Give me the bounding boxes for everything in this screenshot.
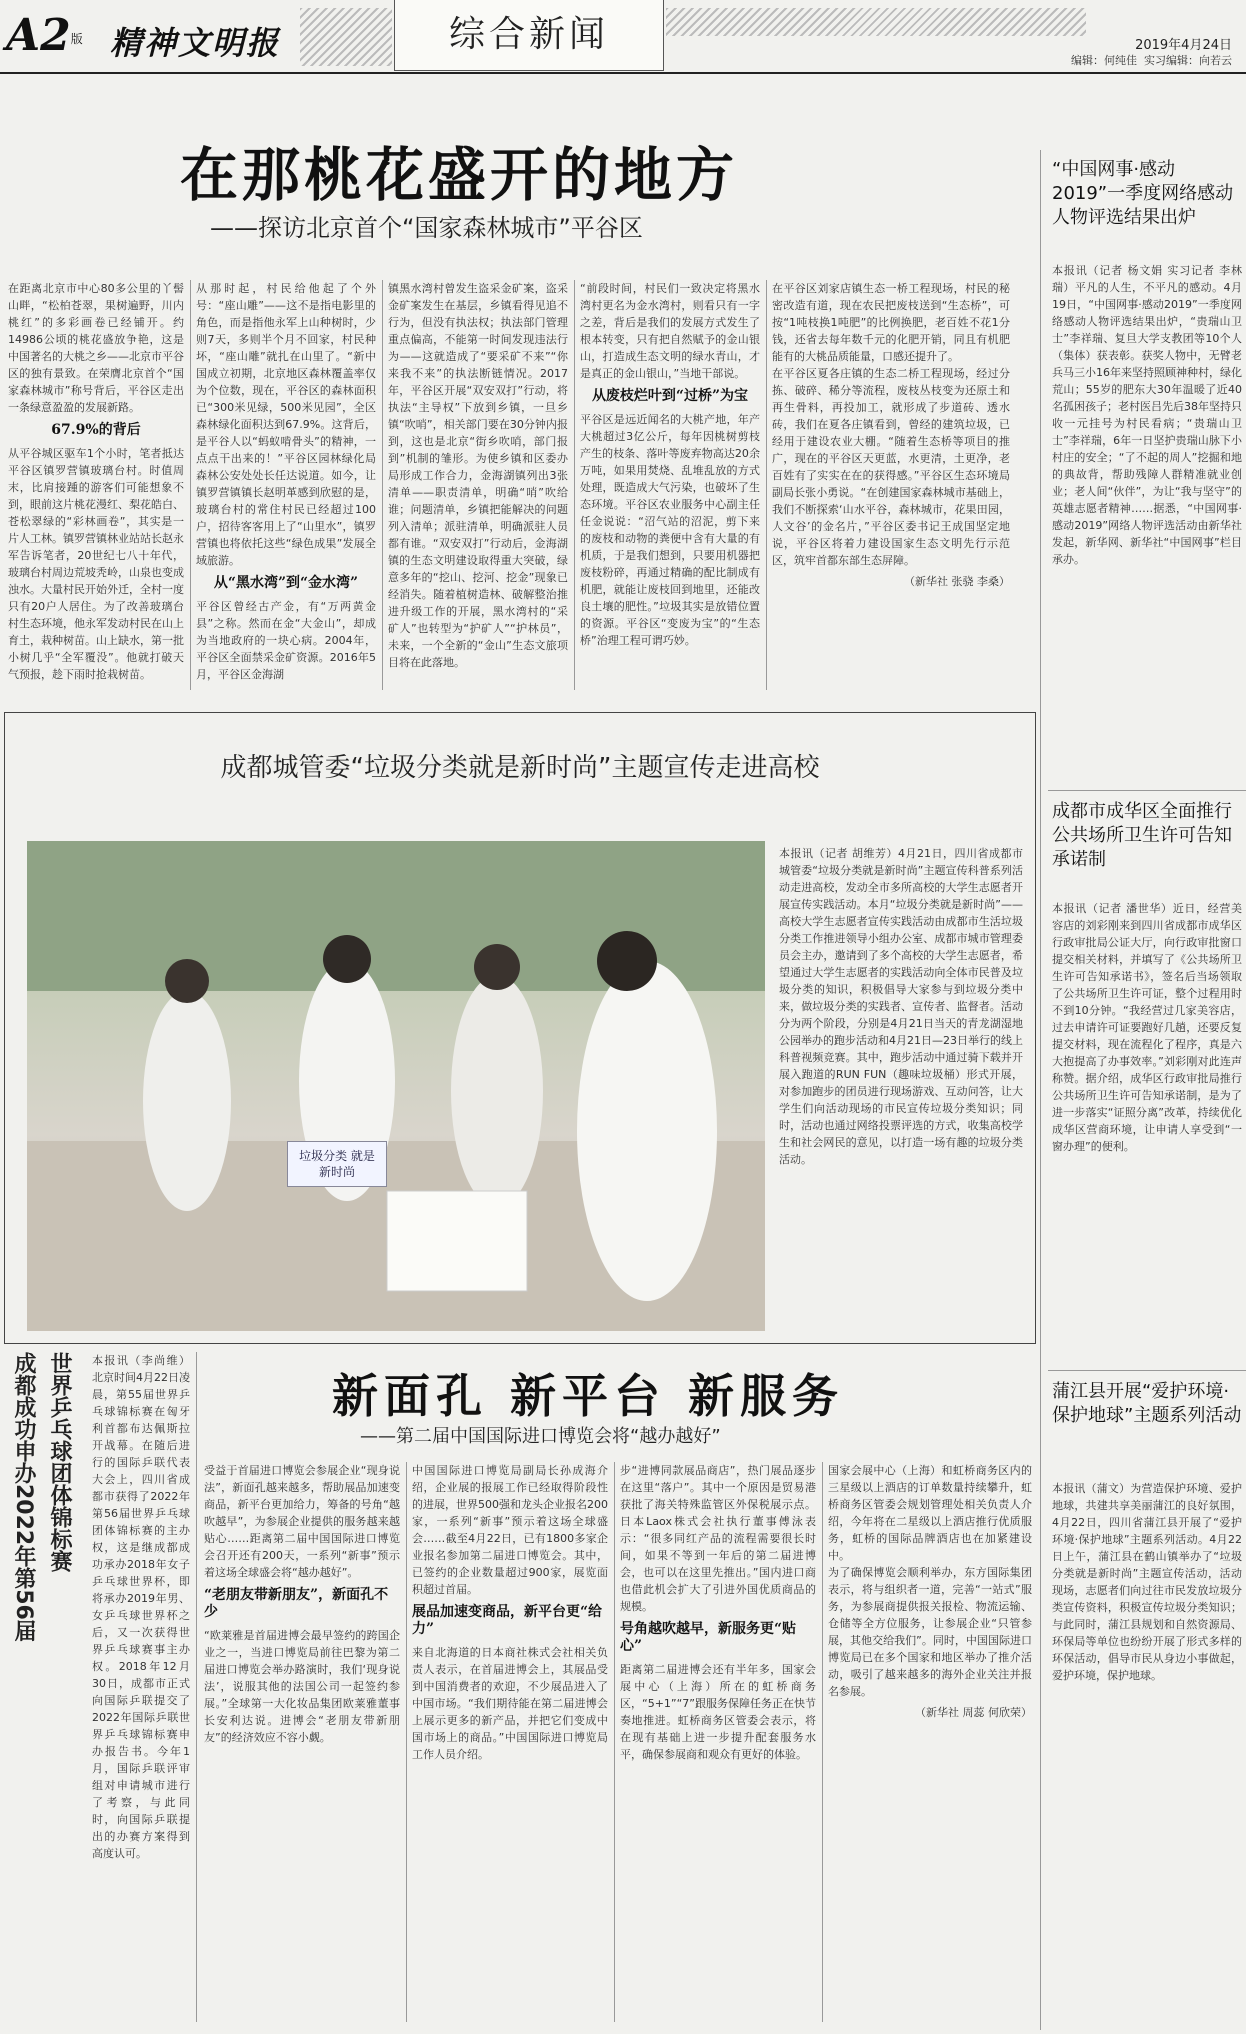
lead-col-5: [772, 280, 1010, 700]
sidebar-item2-text: 本报讯（记者 潘世华）近日，经营美容店的刘彩刚来到四川省成都市成华区行政审批局公证大厅，向行政审批窗口提交相关材料，并填写了《公共场所卫生许可告知承诺书》，签名后当场领取了公共场所卫生许可证，整个过程用时不到10分钟。“我经营过几家美容店，过去申请许可证要跑好几趟，还要反复提交材料，现在流程化了程序，真是六大抱提高了办事效率。”刘彩刚对此连声称赞。据介绍，成华区行政审批局推行公共场所卫生许可告知承诺制，是为了进一步落实“证照分离”改革，持续优化成华区营商环境，让申请人享受到“一窗办理”的便利。: [1052, 902, 1242, 1153]
photo-head-3: [474, 944, 520, 990]
sidebar-item3-body: [1052, 1480, 1242, 2020]
editor: 编辑：何纯佳: [1071, 54, 1137, 67]
masthead-band: [300, 8, 392, 66]
bottom-rule-3: [822, 1462, 823, 2022]
bottom-subhead: ——第二届中国国际进口博览会将“越办越好”: [360, 1426, 721, 1447]
bottom-col2-para: 中国国际进口博览局副局长孙成海介绍，企业展的报展工作已经取得阶段性的进展，世界500强和龙头企业报名200家，一系列“新事”预示着这场全球盛会……截至4月22日，已有1800多家企业报名参加第二届进口博览会。其中，已签约的企业数量超过900家，展览面积超过首届。: [412, 1464, 608, 1596]
sidebar-item1-text: 本报讯（记者 杨文娟 实习记者 李林瑞）平凡的人生，不平凡的感动。4月19日，“中国网事·感动2019”一季度网络感动人物评选结果出炉，“贵瑞山卫士”李祥瑞、复旦大学支教团等10个人（集体）获表彰。获奖人物中，无臂老兵马三小16年来坚持照顾神种村，绿化荒山；55岁的肥东大30年温暖了近40名孤困孩子；老村医吕先后38年坚持只收一元挂号为村民看病；“贵瑞山卫士”李祥瑞，6年一日坚护贵瑞山脉下小村庄的安全；“了不起的周人”挖掘和地的典故背，帮助残障人群精准就业创业；老人间“伙伴”，为让“我与坚守”的英雄志愿者精神……据悉，“中国网事·感动2019”网络人物评选活动由新华社发起，新华网、新华社“中国网事”栏目承办。: [1052, 264, 1242, 566]
masthead-rule: [0, 72, 1246, 74]
lead-col5-para: 在平谷区刘家店镇生态一桥工程现场，村民的秘密改造有道，现在农民把废枝送到“生态桥”，可按“1吨枝换1吨肥”的比例换肥，老百姓不花1分钱，还省去每年数千元的化肥开销，同且有机肥能有的大桃品质能量，口感还提升了。: [772, 282, 1010, 363]
middle-box: [4, 712, 1036, 1344]
lead-rule-3: [574, 280, 575, 690]
lead-col-4: [580, 280, 760, 700]
bottom-rule-2: [614, 1462, 615, 2022]
bottom-col4-para2: 为了确保博览会顺利举办，东方国际集团表示，将与组织者一道，完善“一站式”服务，为参展商提供报关报检、物流运输、仓储等全方位服务，让参展企业“只管参展，其他交给我们”。同时，中国国际进口博览局已在多个国家和地区举办了推介活动，吸引了越来越多的海外企业关注并报名参展。: [828, 1566, 1032, 1698]
left-strip-title-2: 成都成功申办2022年第56届: [11, 1352, 36, 1642]
bottom-col1-para: 受益于首届进口博览会参展企业“现身说法”，新面孔越来越多，帮助展品加速变商品，新平台更加给力，筹备的号角“越吹越早”，为参展企业提供的服务越来越贴心……距离第二届中国国际进口博览会召开还有200天，一系列“新事”预示着这场全球盛会将“越办越好”。: [204, 1464, 400, 1579]
sidebar-rule: [1040, 150, 1041, 2030]
lead-headline: 在那桃花盛开的地方: [180, 141, 739, 209]
lead-col1-para: 在距离北京市中心80多公里的丫髻山畔，“松柏苍翠，果树遍野，川内桃红”的多彩画卷已经铺开。约14986公顷的桃花盛放争艳，这是中国著名的大桃之乡——北京市平谷区的独有景致。在荣膺北京首个“国家森林城市”称号背后，平谷区走出一条绿意盈盈的发展新路。: [8, 282, 184, 414]
issue-date: 2019年4月24日: [1135, 38, 1232, 53]
masthead: [0, 0, 1246, 76]
section-title: 综合新闻: [448, 14, 609, 55]
lead-col-2: [196, 280, 376, 700]
photo-head-1: [165, 959, 209, 1003]
middle-photo: [27, 841, 765, 1331]
page-number: [6, 10, 83, 61]
sidebar-rule-2: [1048, 1370, 1246, 1371]
bottom-col3-para: 步“进博同款展品商店”，热门展品逐步在这里“落户”。其中一个原因是贸易港获批了海关特殊监管区外保税展示点。日本Laox株式会社执行董事傅泳表示：“很多同红产品的流程需要很长时间，如果不等到一年后的第二届进博会，也可以在这里先推出。”国内进口商也借此机会扩大了引进外国优质商品的规模。: [620, 1464, 816, 1613]
sidebar-item3-title: 蒲江县开展“爱护环境·保护地球”主题系列活动: [1052, 1381, 1242, 1426]
bottom-col-2: [412, 1462, 608, 2022]
sidebar-item3-text: 本报讯（蒲文）为营造保护环境、爱护地球，共建共享美丽蒲江的良好氛围，4月22日，四川省蒲江县开展了“爱护环境·保护地球”主题系列活动。4月22日上午，蒲江县在鹤山镇举办了“垃圾分类就是新时尚”主题宣传活动，活动现场，志愿者们向过往市民发放垃圾分类宣传资料，积极宣传垃圾分类知识；与此同时，蒲江县规划和自然资源局、环保局等单位也纷纷开展了形式多样的环保活动，倡导市民从身边小事做起，爱护环境，保护地球。: [1052, 1482, 1242, 1682]
middle-article: [779, 845, 1023, 1335]
editor-line: [1071, 52, 1232, 68]
photo-person-4: [577, 961, 717, 1301]
lead-col2-para: 从那时起，村民给他起了个外号：“座山雕”——这不是指电影里的角色，而是指他永军上山种树时，少则7天，多则半个月不回家，村民种坏，“座山雕”就扎在山里了。“新中国成立初期，北京地区森林覆盖率仅为个位数，现在，平谷区的森林面积已“300米见绿，500米见园”，全区森林绿化面积达到67.9%。这背后，是平谷人以“蚂蚁啃骨头”的精神，一点点干出来的！”平谷区园林绿化局森林公安处处长任达说道。如今，让镇罗营镇镇长赵明革感到欣慰的是，玻璃台村的常住村民已经超过100户，招待客客用上了“山里水”，镇罗营镇也将依托这些“绿色成果”发展全域旅游。: [196, 282, 376, 567]
lead-col5-para2: 在平谷区夏各庄镇的生态二桥工程现场，经过分拣、破碎、稀分等流程，废枝丛枝变为还原土和再生骨料，再投加工，就形成了步道砖、透水砖，我们在夏各庄镇看到，曾经的建筑垃圾，已经用于建设农业大棚。“随着生态桥等项目的推广，现在的平谷区天更蓝，水更清，土更净，老百姓有了实实在在的获得感。”平谷区生态环境局副局长张小勇说。“在创建国家森林城市基础上，我们不断探索‘山水平谷，森林城市，花果田园，人文谷’的金名片，”平谷区委书记王成国坚定地说，平谷区将着力建设国家生态文明先行示范区，筑牢首都东部生态屏障。: [772, 367, 1010, 567]
page-number-suffix: 版: [70, 32, 83, 46]
left-strip-title: [6, 1352, 90, 1892]
photo-illustration: [27, 841, 765, 1331]
lead-col-1: [8, 280, 184, 700]
lead-subtitle-2: 从“黑水湾”到“金水湾”: [213, 575, 359, 591]
lead-col1-para2: 从平谷城区驱车1个小时，笔者抵达平谷区镇罗营镇玻璃台村。时值周末，比肩接踵的游客们可能想象不到，眼前这片桃花漫红、梨花皓白、苍松翠绿的“彩林画卷”，其实是一片人工林。镇罗营镇林业站站长赵永军告诉笔者，20世纪七八十年代，玻璃台村周边荒坡秃岭，山泉也变成浊水。大量村民开始外迁，全村一度只有20户人居住。为了改善玻璃台村生态环境，他永军发动村民在山上育土，栽种树苗。山上缺水，第一批小树几乎“全军覆没”。他就打破天气预报，趁下雨时抢栽树苗。: [8, 447, 184, 681]
bottom-col-4: [828, 1462, 1032, 2022]
left-strip-rule: [196, 1352, 197, 2022]
middle-headline: 成都城管委“垃圾分类就是新时尚”主题宣传走进高校: [220, 753, 820, 783]
sidebar-item1-title: “中国网事·感动2019”一季度网络感动人物评选结果出炉: [1052, 159, 1234, 228]
lead-col-3: [388, 280, 568, 700]
bottom-col1-para2: “欧莱雅是首届进博会最早签约的跨国企业之一，当进口博览局前往巴黎为第二届进口博览会举办路演时，我们‘现身说法’，说服其他的法国公司一起签约参展。”全球第一大化妆品集团欧莱雅董事长安利达说。进博会“老朋友带新朋友”的经济效应不容小觑。: [204, 1629, 400, 1744]
sidebar-rule-1: [1048, 790, 1246, 791]
bottom-col2-para2: 来自北海道的日本商社株式会社相关负责人表示，在首届进博会上，其展品受到中国消费者的欢迎，不少展品进入了中国市场。“我们期待能在第二届进博会上展示更多的新产品，并把它们变成中国市场上的商品。”中国国际进口博览局工作人员介绍。: [412, 1646, 608, 1761]
lead-rule-2: [382, 280, 383, 690]
photo-head-2: [323, 935, 371, 983]
left-strip-text: 本报讯（李尚维）北京时间4月22日凌晨，第55届世界乒乓球锦标赛在匈牙利首都布达佩斯拉开战幕。在随后进行的国际乒联代表大会上，四川省成都市获得了2022年第56届世界乒乓球团体锦标赛的主办权，这是继成都成功承办2018年女子乒乓球世界杯，即将承办2019年男、女乒乓球世界杯之后，又一次获得世界乒乓球赛事主办权。2018年12月30日，成都市正式向国际乒联提交了2022年国际乒联世界乒乓球锦标赛申办报告书。今年1月，国际乒联评审组对申请城市进行了考察，与此同时，向国际乒联提出的办赛方案得到高度认可。: [92, 1354, 190, 1860]
bottom-col3-para2: 距离第二届进博会还有半年多，国家会展中心（上海）所在的虹桥商务区，“5+1”“7”跟服务保障任务正在快节奏地推进。虹桥商务区管委会表示，将在现有基础上进一步提升配套服务水平，确保参展商和观众有更好的体验。: [620, 1663, 816, 1761]
bottom-subtitle-3: 号角越吹越早，新服务更“贴心”: [620, 1621, 797, 1654]
sidebar-item2-title: 成都市成华区全面推行公共场所卫生许可告知承诺制: [1052, 801, 1232, 870]
photo-person-1: [143, 991, 231, 1211]
bottom-byline: （新华社 周蕊 何欣荣）: [915, 1706, 1032, 1719]
sidebar-item2-body: [1052, 900, 1242, 1360]
section-box: [394, 0, 664, 71]
lead-col3-para: 镇黑水湾村曾发生盗采金矿案，盗采金矿案发生在基层，乡镇看得见追不行为，但没有执法权；执法部门管理重点偏高，不能第一时间发现违法行为——这就造成了“要采矿不来”“你来我不来”的执法断链情况。2017年，平谷区开展“双安双打”行动，将执法“主导权”下放到乡镇，一旦乡镇“吹哨”，相关部门要在30分钟内报到，这也是北京“街乡吹哨，部门报到”机制的雏形。为使乡镇和区委办局形成工作合力，金海湖镇列出3张清单——职责清单，明确“哨”吹给谁；问题清单，乡镇把能解决的问题列入清单；派驻清单，明确派驻人员都有谁。“双安双打”行动后，金海湖镇的生态文明建设取得重大突破，绿意多年的“挖山、挖河、挖金”现象已经消失。随着植树造林、破解整治推进升级工作的开展，黑水湾村的“采矿人”也转型为“护矿人”“护林员”，未来，一个全新的“金山”生态文旅项目将在此落地。: [388, 282, 568, 669]
page-number-label: A2: [6, 10, 71, 61]
lead-rule-1: [190, 280, 191, 690]
lead-subtitle-1: 67.9%的背后: [51, 422, 141, 438]
bottom-subtitle-1: “老朋友带新朋友”，新面孔不少: [204, 1587, 389, 1620]
paper-name: 精神文明报: [110, 24, 281, 62]
masthead-band-right: [666, 8, 1086, 36]
left-strip-title-1: 世界乒乓球团体锦标赛: [47, 1352, 72, 1572]
middle-text: 本报讯（记者 胡维芳）4月21日，四川省成都市城管委“垃圾分类就是新时尚”主题宣传科普系列活动走进高校，发动全市多所高校的大学生志愿者开展宣传实践活动。本月“垃圾分类就是新时尚”——高校大学生志愿者宣传实践活动由成都市生活垃圾分类工作推进领导小组办公室、成都市城市管理委员会主办，邀请到了多个高校的大学生志愿者，希望通过大学生志愿者的实践活动向全体市民普及垃圾分类的知识，积极倡导大家参与到垃圾分类中来，做垃圾分类的实践者、宣传者、监督者。活动分为两个阶段，分别是4月21日当天的青龙湖湿地公园举办的跑步活动和4月21日—23日举行的线上科普视频竞赛。其中，跑步活动中通过骑下载并开展入跑道的RUN FUN（趣味垃圾桶）形式开展，对参加跑步的团员进行现场游戏、互动问答，让大学生们向活动现场的市民宣传垃圾分类知识；同时，活动也通过网络投票评选的方式，收集高校学生和社会网民的意见，以打造一场有趣的垃圾分类活动。: [779, 847, 1023, 1166]
proof-editor: 实习编辑：向若云: [1144, 54, 1232, 67]
bottom-rule-1: [406, 1462, 407, 2022]
lead-col2-para2: 平谷区曾经古产金，有“万两黄金县”之称。然而在金“大金山”，却成为当地政府的一块心病。2004年，平谷区全面禁采金矿资源。2016年5月，平谷区金海湖: [196, 600, 376, 681]
bottom-col-1: [204, 1462, 400, 2022]
bottom-col4-para: 国家会展中心（上海）和虹桥商务区内的三星级以上酒店的订单数量持续攀升，虹桥商务区管委会规划管理处相关负责人介绍，今年将在二星级以上酒店推行优质服务，虹桥的国际品牌酒店也在加紧建设中。: [828, 1464, 1032, 1562]
photo-sign: 垃圾分类 就是新时尚: [287, 1141, 387, 1187]
bottom-headline: 新面孔 新平台 新服务: [332, 1369, 845, 1423]
left-strip-body: [92, 1352, 190, 2012]
sidebar-item1-body: [1052, 262, 1242, 782]
lead-byline: （新华社 张骁 李桑）: [904, 575, 1010, 588]
lead-col4-para2: 平谷区是远近闻名的大桃产地，年产大桃超过3亿公斤，每年因桃树剪枝产生的枝条、落叶等废弃物高达20余万吨，如果用焚烧、乱堆乱放的方式处理，既造成大气污染，也破坏了生态环境。平谷区农业服务中心副主任任金说说：“沼气站的沼泥，剪下来的废枝和动物的粪便中含有大量的有机质，于是我们想到，只要用机器把废枝粉碎，再通过精确的配比制成有机肥，就能让废枝回到地里，还能改良土壤的肥性。”垃圾其实是放错位置的资源。平谷区“变废为宝”的“生态桥”治理工程可谓巧妙。: [580, 413, 760, 647]
lead-rule-4: [766, 280, 767, 690]
lead-subhead: ——探访北京首个“国家森林城市”平谷区: [210, 214, 643, 242]
lead-col4-para: “前段时间，村民们一致决定将黑水湾村更名为金水湾村，则看只有一字之差，背后是我们的发展方式发生了根本转变，只有把自然赋予的金山银山，打造成生态文明的绿水青山，才是真正的金山银山，”当地干部说。: [580, 282, 760, 380]
bottom-col-3: [620, 1462, 816, 2022]
bottom-subtitle-2: 展品加速变商品，新平台更“给力”: [412, 1604, 603, 1637]
lead-subtitle-3: 从废枝烂叶到“过桥”为宝: [591, 388, 749, 404]
photo-flyer: [387, 1191, 527, 1291]
photo-person-3: [451, 975, 543, 1207]
photo-head-4: [597, 931, 657, 991]
